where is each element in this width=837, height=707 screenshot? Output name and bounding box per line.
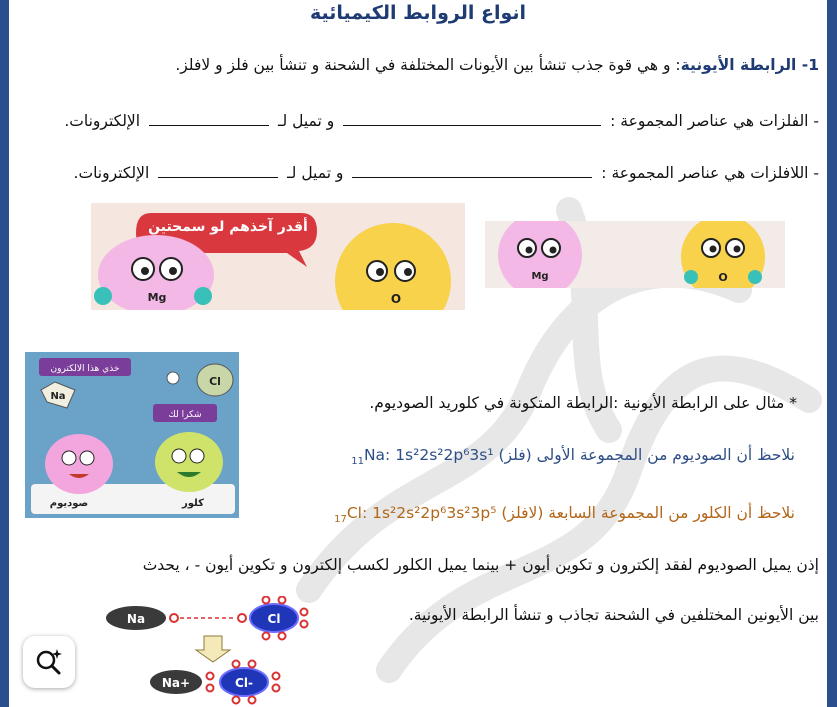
- metals-line: [64, 112, 819, 130]
- page-title: انواع الروابط الكيميائية: [309, 2, 527, 24]
- mg-label-2: Mg: [531, 271, 549, 282]
- sodium-atomic-number: 11: [351, 456, 364, 468]
- blank-field: [149, 124, 269, 126]
- example-text: * مثال على الرابطة الأيونية :الرابطة المتكونة في كلوريد الصوديوم.: [369, 394, 797, 412]
- sodium-word: صوديوم: [49, 498, 89, 509]
- cartoon-mg-o-talking: [91, 203, 465, 310]
- blank-field: [352, 176, 592, 178]
- metals-middle: و تميل لـ: [277, 112, 335, 130]
- nonmetals-start: - اللافلزات هي عناصر المجموعة :: [601, 164, 819, 182]
- zoom-sparkle-icon: [34, 647, 64, 677]
- zoom-button[interactable]: [23, 636, 75, 688]
- sodium-config-line: $_{11}$Na: 1s²2s²2p⁶3s¹ نلاحظ أن الصوديوم من المجموعة الأولى (فلز): [351, 446, 795, 468]
- ionic-bond-label: 1- الرابطة الأيونية: [680, 56, 819, 74]
- conclusion-line-2: بين الأيونين المختلفين في الشحنة تجاذب و تنشأ الرابطة الأيونية.: [408, 606, 819, 624]
- chlorine-note: نلاحظ أن الكلور من المجموعة السابعة (لافلز): [501, 504, 795, 522]
- o-label-2: O: [718, 271, 728, 284]
- nonmetals-end: الإلكترونات.: [73, 164, 150, 182]
- cl-label: Cl: [209, 375, 221, 388]
- diagram-cl: Cl: [267, 612, 281, 626]
- ionic-bond-definition: [175, 56, 819, 74]
- conclusion-line-1: إذن يميل الصوديوم لفقد إلكترون و تكوين أيون + بينما يميل الكلور لكسب إلكترون و تكوين أيون - ، يحدث: [142, 556, 819, 574]
- bubble-take-electron: خذي هذا الالكترون: [50, 364, 120, 374]
- cartoon-mg-o: [485, 221, 785, 288]
- bubble-text-1: أقدر آخذهم لو سمحتين: [148, 219, 308, 235]
- electron-transfer-diagram: [104, 596, 324, 707]
- o-label: O: [390, 292, 402, 306]
- na-label: Na: [50, 391, 66, 402]
- metals-end: الإلكترونات.: [64, 112, 141, 130]
- blank-field: [158, 176, 278, 178]
- sodium-config: 1s²2s²2p⁶3s¹: [395, 446, 494, 464]
- chlorine-word: كلور: [182, 498, 204, 509]
- ionic-bond-body: : و هي قوة جذب تنشأ بين الأيونات المختلفة في الشحنة و تنشأ بين فلز و لافلز.: [175, 56, 681, 74]
- mg-label: Mg: [147, 291, 167, 304]
- chlorine-config-line: $_{17}$Cl: 1s²2s²2p⁶3s²3p⁵ نلاحظ أن الكلور من المجموعة السابعة (لافلز): [334, 504, 795, 526]
- chlorine-config: 1s²2s²2p⁶3s²3p⁵: [372, 504, 497, 522]
- chlorine-atomic-number: 17: [334, 514, 347, 526]
- cartoon-na-cl: [25, 352, 239, 518]
- diagram-na: Na: [126, 612, 146, 626]
- metals-start: - الفلزات هي عناصر المجموعة :: [610, 112, 819, 130]
- sodium-note: نلاحظ أن الصوديوم من المجموعة الأولى (فلز): [498, 446, 795, 464]
- bubble-thanks: شكرا لك: [168, 410, 202, 420]
- nonmetals-line: [74, 164, 819, 182]
- worksheet-page: [9, 0, 827, 707]
- nonmetals-middle: و تميل لـ: [287, 164, 344, 182]
- chlorine-symbol: Cl: [346, 504, 362, 522]
- sodium-symbol: Na: [363, 446, 386, 464]
- diagram-na-ion: Na+: [161, 676, 191, 690]
- blank-field: [343, 124, 601, 126]
- diagram-cl-ion: Cl-: [235, 676, 253, 690]
